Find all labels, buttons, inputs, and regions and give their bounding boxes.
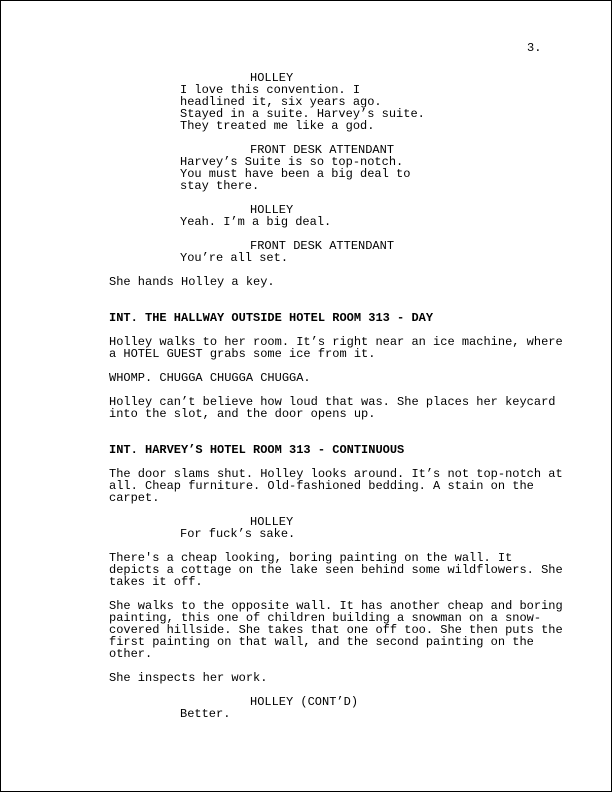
dialogue-line: You must have been a big deal to bbox=[180, 167, 411, 181]
dialogue-line: stay there. bbox=[180, 179, 260, 193]
action-line: Holley walks to her room. It’s right near an ice machine, where bbox=[109, 335, 563, 349]
dialogue-line: Better. bbox=[180, 707, 231, 721]
action-line: other. bbox=[109, 647, 153, 661]
dialogue-line: Stayed in a suite. Harvey’s suite. bbox=[180, 107, 425, 121]
action-line: carpet. bbox=[109, 491, 160, 505]
character-name: HOLLEY bbox=[250, 71, 294, 85]
action-line: WHOMP. CHUGGA CHUGGA CHUGGA. bbox=[109, 371, 311, 385]
action-line: Holley can’t believe how loud that was. She places her keycard bbox=[109, 395, 556, 409]
action-line: There's a cheap looking, boring painting on the wall. It bbox=[109, 551, 513, 565]
dialogue-line: Harvey’s Suite is so top-notch. bbox=[180, 155, 404, 169]
action-line: She walks to the opposite wall. It has another cheap and boring bbox=[109, 599, 563, 613]
dialogue-line: Yeah. I’m a big deal. bbox=[180, 215, 332, 229]
action-line: first painting on that wall, and the second painting on the bbox=[109, 635, 534, 649]
action-line: into the slot, and the door opens up. bbox=[109, 407, 376, 421]
action-line: all. Cheap furniture. Old-fashioned bedding. A stain on the bbox=[109, 479, 534, 493]
dialogue-line: For fuck’s sake. bbox=[180, 527, 296, 541]
scene-heading: INT. THE HALLWAY OUTSIDE HOTEL ROOM 313 - DAY bbox=[109, 311, 434, 325]
action-line: depicts a cottage on the lake seen behind some wildflowers. She bbox=[109, 563, 563, 577]
action-line: a HOTEL GUEST grabs some ice from it. bbox=[109, 347, 376, 361]
character-name: HOLLEY bbox=[250, 203, 294, 217]
action-line: The door slams shut. Holley looks around. It’s not top-notch at bbox=[109, 467, 563, 481]
character-name: FRONT DESK ATTENDANT bbox=[250, 239, 395, 253]
action-line: She hands Holley a key. bbox=[109, 275, 275, 289]
character-name: FRONT DESK ATTENDANT bbox=[250, 143, 395, 157]
dialogue-line: headlined it, six years ago. bbox=[180, 95, 382, 109]
action-line: takes it off. bbox=[109, 575, 203, 589]
dialogue-line: I love this convention. I bbox=[180, 83, 361, 97]
dialogue-line: They treated me like a god. bbox=[180, 119, 375, 133]
dialogue-line: You’re all set. bbox=[180, 251, 289, 265]
character-name: HOLLEY bbox=[250, 515, 294, 529]
scene-heading: INT. HARVEY’S HOTEL ROOM 313 - CONTINUOUS bbox=[109, 443, 405, 457]
action-line: covered hillside. She takes that one off too. She then puts the bbox=[109, 623, 563, 637]
action-line: She inspects her work. bbox=[109, 671, 268, 685]
page-number: 3. bbox=[527, 41, 542, 55]
character-name: HOLLEY (CONT’D) bbox=[250, 695, 359, 709]
action-line: painting, this one of children building a snowman on a snow- bbox=[109, 611, 542, 625]
